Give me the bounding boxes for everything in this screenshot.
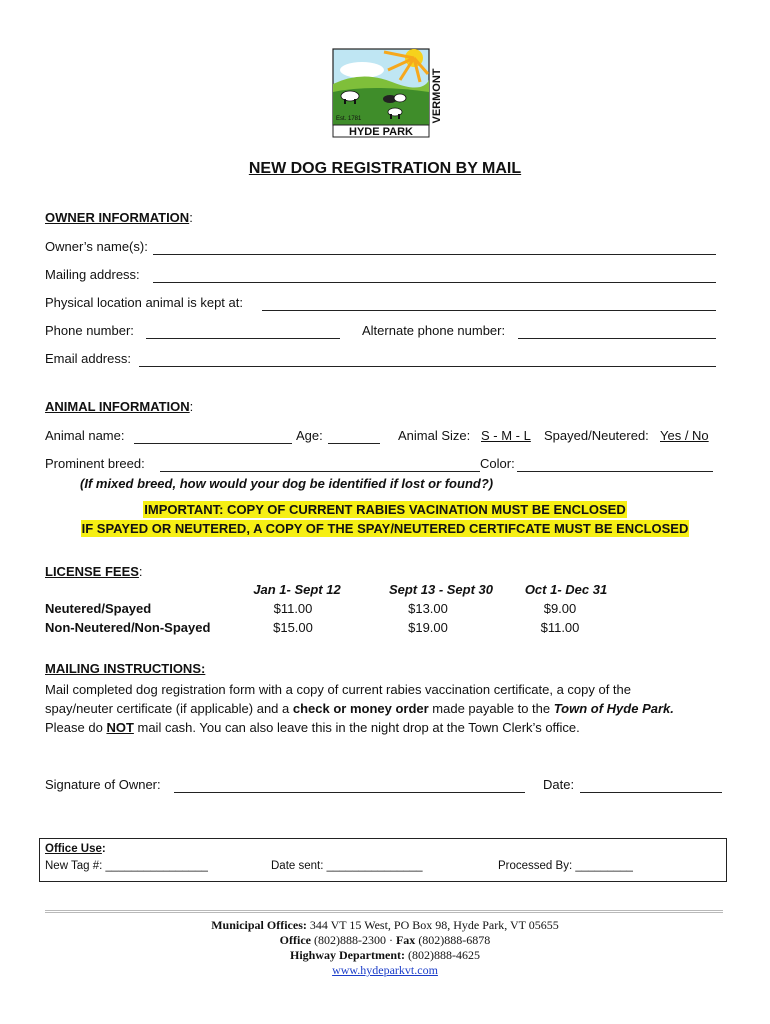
mixed-breed-note: (If mixed breed, how would your dog be identified if lost or found?) — [80, 476, 494, 491]
alt-phone-field[interactable] — [518, 338, 716, 339]
physical-location-label: Physical location animal is kept at: — [45, 295, 243, 310]
fee-non-neutered-1: $15.00 — [273, 620, 313, 635]
processed-by-row — [498, 860, 633, 872]
mailing-address-label: Mailing address: — [45, 267, 140, 282]
color-label: Color: — [480, 456, 515, 471]
fee-non-neutered-2: $19.00 — [408, 620, 448, 635]
spayed-options[interactable]: Yes / No — [660, 428, 709, 443]
mailing-text-3a: Please do — [45, 720, 107, 735]
office-use-heading-row: Office Use: — [45, 843, 106, 855]
footer-fax-label: Fax — [395, 933, 416, 947]
date-sent-row — [271, 860, 423, 872]
mailing-text-3c: mail cash. You can also leave this in the night drop at the Town Clerk’s office. — [133, 720, 580, 735]
date-sent-label: Date sent: — [271, 860, 324, 872]
fee-neutered-2: $13.00 — [408, 601, 448, 616]
notice-1-row — [0, 502, 770, 517]
logo-town-text: HYDE PARK — [349, 126, 413, 138]
notice-rabies: IMPORTANT: COPY OF CURRENT RABIES VACINATION MUST BE ENCLOSED — [144, 502, 626, 517]
new-tag-label: New Tag #: — [45, 860, 103, 872]
footer-office-label: Office — [279, 933, 311, 947]
logo-state-text: VERMONT — [431, 68, 443, 124]
signature-field[interactable] — [174, 792, 525, 793]
fees-heading: LICENSE FEES — [45, 564, 139, 579]
fee-neutered-1: $11.00 — [273, 601, 313, 616]
footer-office-phone: (802)888-2300 · — [310, 933, 396, 947]
mailing-not: NOT — [106, 720, 134, 735]
notice-2-row — [0, 521, 770, 536]
phone-number-field[interactable] — [146, 338, 340, 339]
mailing-para-line-2 — [45, 701, 674, 716]
color-field[interactable] — [517, 471, 713, 472]
signature-label: Signature of Owner: — [45, 777, 161, 792]
processed-by-field[interactable]: _________ — [575, 860, 633, 872]
spayed-label: Spayed/Neutered: — [544, 428, 649, 443]
town-logo-graphic — [332, 48, 444, 140]
office-use-heading: Office Use — [45, 843, 102, 855]
mailing-para-line-1: Mail completed dog registration form with a copy of current rabies vaccination certificate, a copy of the — [45, 682, 632, 697]
mailing-heading: MAILING INSTRUCTIONS: — [45, 661, 206, 676]
fee-row-label-neutered: Neutered/Spayed — [45, 601, 152, 616]
owner-heading: OWNER INFORMATION — [45, 210, 190, 225]
notice-spay-certificate: IF SPAYED OR NEUTERED, A COPY OF THE SPAY/NEUTERED CERTIFCATE MUST BE ENCLOSED — [81, 521, 689, 536]
alt-phone-label: Alternate phone number: — [362, 323, 506, 338]
date-field[interactable] — [580, 792, 722, 793]
fee-neutered-3: $9.00 — [543, 601, 577, 616]
logo-est-text: Est. 1781 — [336, 116, 362, 122]
page-title: NEW DOG REGISTRATION BY MAIL — [248, 160, 522, 177]
fee-row-label-non-neutered: Non-Neutered/Non-Spayed — [45, 620, 211, 635]
new-tag-field[interactable]: ________________ — [105, 860, 208, 872]
animal-heading: ANIMAL INFORMATION — [45, 399, 190, 414]
owner-names-field[interactable] — [153, 254, 716, 255]
email-label: Email address: — [45, 351, 131, 366]
size-label: Animal Size: — [398, 428, 471, 443]
age-label: Age: — [296, 428, 323, 443]
footer-highway-label: Highway Department: — [290, 948, 405, 962]
fee-period-3: Oct 1- Dec 31 — [524, 582, 608, 597]
mailing-address-field[interactable] — [153, 282, 716, 283]
size-options[interactable]: S - M - L — [481, 428, 531, 443]
footer-fax-number: (802)888-6878 — [415, 933, 491, 947]
mailing-check-money-order: check or money order — [292, 701, 429, 716]
fee-period-1: Jan 1- Sept 12 — [253, 582, 341, 597]
mailing-para-line-3 — [45, 720, 580, 735]
animal-name-label: Animal name: — [45, 428, 125, 443]
phone-number-label: Phone number: — [45, 323, 134, 338]
fee-non-neutered-3: $11.00 — [540, 620, 580, 635]
footer-divider — [45, 910, 723, 913]
footer-highway-phone: (802)888-4625 — [404, 948, 480, 962]
mailing-text-2a: spay/neuter certificate (if applicable) and a — [45, 701, 293, 716]
age-field[interactable] — [328, 443, 380, 444]
breed-label: Prominent breed: — [45, 456, 145, 471]
email-field[interactable] — [139, 366, 716, 367]
date-label: Date: — [543, 777, 575, 792]
footer-line-3 — [0, 948, 770, 963]
footer-line-2 — [0, 933, 770, 948]
mailing-payee: Town of Hyde Park. — [553, 701, 674, 716]
date-sent-field[interactable]: _______________ — [326, 860, 423, 872]
owner-heading-row: OWNER INFORMATION: — [45, 210, 193, 225]
town-logo — [332, 48, 444, 140]
processed-by-label: Processed By: — [498, 860, 573, 872]
footer-municipal-label: Municipal Offices: — [211, 918, 307, 932]
footer-address: 344 VT 15 West, PO Box 98, Hyde Park, VT 05655 — [306, 918, 559, 932]
animal-name-field[interactable] — [134, 443, 292, 444]
owner-names-label: Owner’s name(s): — [45, 239, 148, 254]
mailing-text-2c: made payable to the — [428, 701, 554, 716]
physical-location-field[interactable] — [262, 310, 716, 311]
animal-heading-row: ANIMAL INFORMATION: — [45, 399, 194, 414]
footer-line-1 — [0, 918, 770, 933]
breed-field[interactable] — [160, 471, 480, 472]
footer-website-link[interactable]: www.hydeparkvt.com — [332, 963, 438, 977]
fees-heading-row: LICENSE FEES: — [45, 564, 143, 579]
new-tag-row — [45, 860, 208, 872]
fee-period-2: Sept 13 - Sept 30 — [388, 582, 494, 597]
